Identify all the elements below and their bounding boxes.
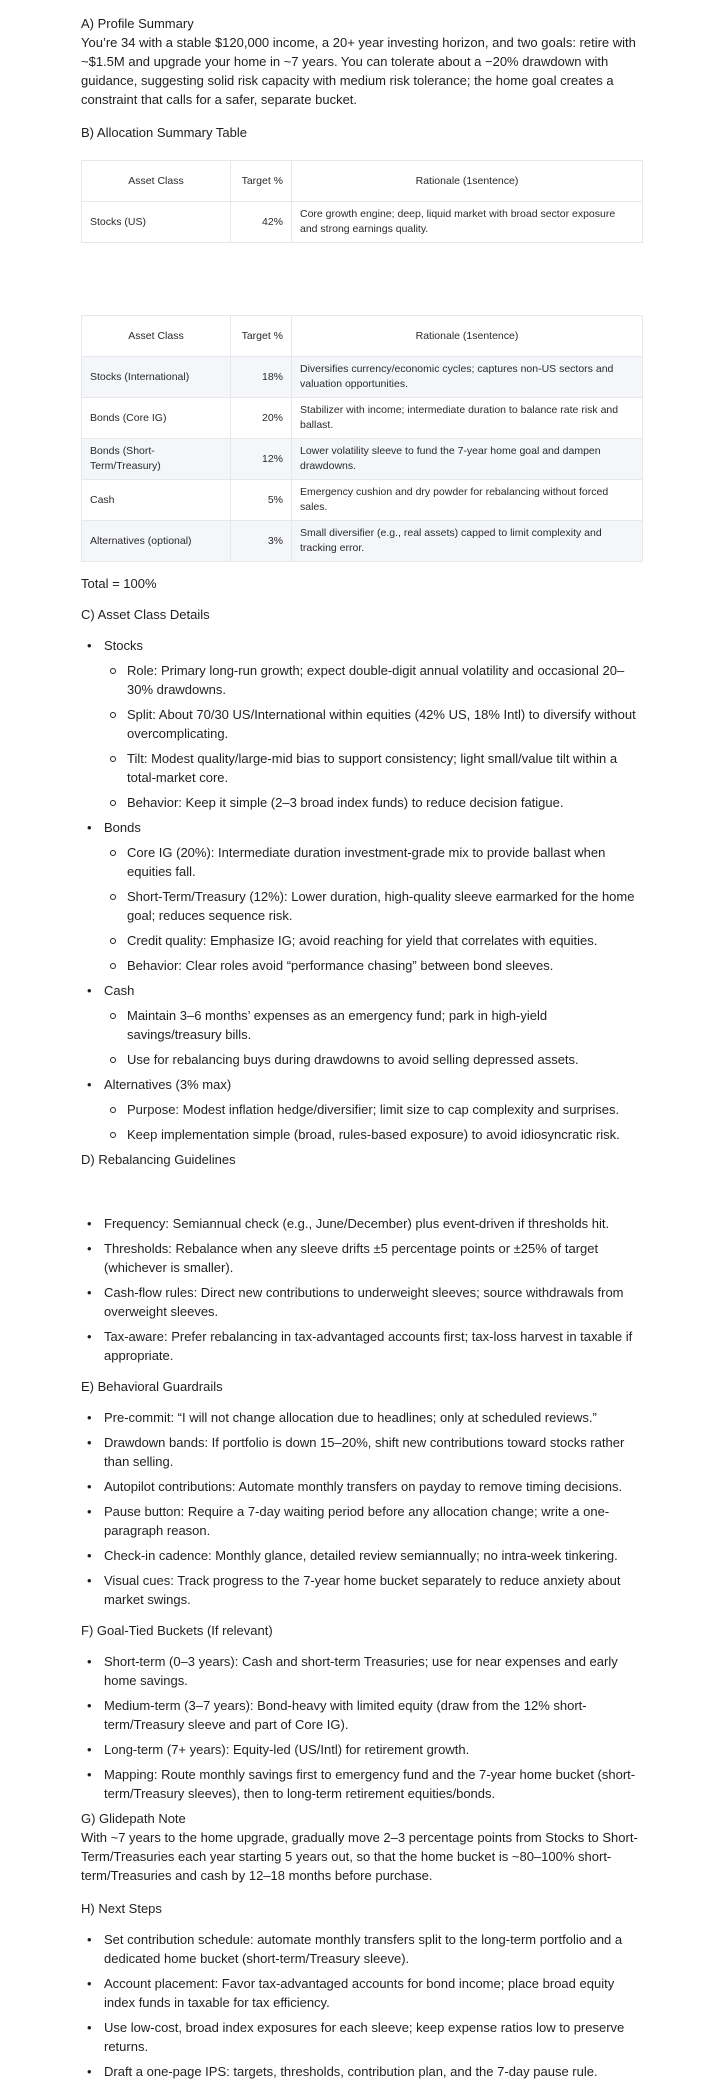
list-item-cash	[81, 981, 643, 1069]
cell-rationale: Lower volatility sleeve to fund the 7-year home goal and dampen drawdowns.	[292, 439, 643, 480]
list-item-alternatives	[81, 1075, 643, 1144]
section-title-buckets: F) Goal-Tied Buckets (If relevant)	[81, 1623, 273, 1638]
cell-target: 20%	[231, 398, 292, 439]
header-asset-class: Asset Class	[82, 316, 231, 357]
list-item: Tilt: Modest quality/large-mid bias to support consistency; light small/value tilt within a total-market core.	[104, 749, 643, 787]
cell-target: 42%	[231, 202, 292, 243]
list-item: • Thresholds: Rebalance when any sleeve drifts ±5 percentage points or ±25% of target (whichever is smaller).	[81, 1239, 643, 1277]
header-rationale: Rationale (1sentence)	[292, 316, 643, 357]
section-title-allocation: B) Allocation Summary Table	[81, 125, 247, 140]
header-asset-class: Asset Class	[82, 161, 231, 202]
list-item: • Check-in cadence: Monthly glance, detailed review semiannually; no intra-week tinkering.	[81, 1546, 643, 1565]
cell-rationale: Stabilizer with income; intermediate duration to balance rate risk and ballast.	[292, 398, 643, 439]
list-item: Use for rebalancing buys during drawdowns to avoid selling depressed assets.	[104, 1050, 643, 1069]
cell-target: 3%	[231, 521, 292, 562]
list-item: • Autopilot contributions: Automate monthly transfers on payday to remove timing decisions.	[81, 1477, 643, 1496]
list-item: Maintain 3–6 months’ expenses as an emergency fund; park in high-yield savings/treasury bills.	[104, 1006, 643, 1044]
section-title-guardrails: E) Behavioral Guardrails	[81, 1379, 223, 1394]
table-row	[82, 439, 643, 480]
section-title-profile: A) Profile Summary	[81, 16, 194, 31]
buckets-list	[81, 1652, 643, 1803]
list-item: • Account placement: Favor tax-advantaged accounts for bond income; place broad equity index funds in taxable for tax efficiency.	[81, 1974, 643, 2012]
group-label: Alternatives (3% max)	[104, 1077, 232, 1092]
sub-list	[104, 1006, 643, 1069]
header-rationale: Rationale (1sentence)	[292, 161, 643, 202]
header-target: Target %	[231, 316, 292, 357]
table-header-row	[82, 316, 643, 357]
list-item: • Medium-term (3–7 years): Bond-heavy with limited equity (draw from the 12% short-term/Treasury sleeve and part of Core IG).	[81, 1696, 643, 1734]
header-target: Target %	[231, 161, 292, 202]
goal-tied-buckets	[81, 1621, 643, 1803]
list-item: Core IG (20%): Intermediate duration investment-grade mix to provide ballast when equities fall.	[104, 843, 643, 881]
table-row	[82, 480, 643, 521]
list-item: • Pause button: Require a 7-day waiting period before any allocation change; write a one-paragraph reason.	[81, 1502, 643, 1540]
list-item: Split: About 70/30 US/International within equities (42% US, 18% Intl) to diversify without overcomplicating.	[104, 705, 643, 743]
glidepath-text: With ~7 years to the home upgrade, gradually move 2–3 percentage points from Stocks to Short-Term/Treasuries each year starting 5 years out, so that the home bucket is ~80–100% short-term/Treasuries and cash by 12–18 months before purchase.	[81, 1830, 638, 1883]
rebalancing-guidelines	[81, 1150, 643, 1365]
sub-list	[104, 843, 643, 975]
list-item-bonds	[81, 818, 643, 975]
list-item: Role: Primary long-run growth; expect double-digit annual volatility and occasional 20–30% drawdowns.	[104, 661, 643, 699]
list-item: • Cash-flow rules: Direct new contributions to underweight sleeves; source withdrawals from overweight sleeves.	[81, 1283, 643, 1321]
table-row	[82, 398, 643, 439]
list-item: • Drawdown bands: If portfolio is down 15–20%, shift new contributions toward stocks rather than selling.	[81, 1433, 643, 1471]
list-item: • Set contribution schedule: automate monthly transfers split to the long-term portfolio and a dedicated home bucket (short-term/Treasury sleeve).	[81, 1930, 643, 1968]
glidepath-note	[81, 1809, 643, 1885]
section-title-rebalancing: D) Rebalancing Guidelines	[81, 1152, 236, 1167]
cell-target: 18%	[231, 357, 292, 398]
list-item: • Tax-aware: Prefer rebalancing in tax-advantaged accounts first; tax-loss harvest in taxable if appropriate.	[81, 1327, 643, 1365]
cell-asset: Cash	[82, 480, 231, 521]
cell-rationale: Emergency cushion and dry powder for rebalancing without forced sales.	[292, 480, 643, 521]
sub-list	[104, 661, 643, 812]
asset-class-details	[81, 605, 643, 1144]
cell-asset: Alternatives (optional)	[82, 521, 231, 562]
table-row	[82, 521, 643, 562]
sub-list	[104, 1100, 643, 1144]
list-item-stocks	[81, 636, 643, 812]
details-list	[81, 636, 643, 1144]
cell-rationale: Core growth engine; deep, liquid market with broad sector exposure and strong earnings quality.	[292, 202, 643, 243]
next-steps-list	[81, 1930, 643, 2081]
list-item: • Pre-commit: “I will not change allocation due to headlines; only at scheduled reviews.”	[81, 1408, 643, 1427]
cell-rationale: Small diversifier (e.g., real assets) capped to limit complexity and tracking error.	[292, 521, 643, 562]
cell-asset: Bonds (Short-Term/Treasury)	[82, 439, 231, 480]
table-header-row	[82, 161, 643, 202]
list-item: • Visual cues: Track progress to the 7-year home bucket separately to reduce anxiety about market swings.	[81, 1571, 643, 1609]
group-label: Cash	[104, 983, 135, 998]
group-label: Bonds	[104, 820, 141, 835]
cell-rationale: Diversifies currency/economic cycles; captures non-US sectors and valuation opportunities.	[292, 357, 643, 398]
allocation-table-part-1	[81, 160, 643, 243]
section-title-glidepath: G) Glidepath Note	[81, 1811, 186, 1826]
behavioral-guardrails	[81, 1377, 643, 1609]
guardrails-list	[81, 1408, 643, 1609]
section-title-next-steps: H) Next Steps	[81, 1901, 162, 1916]
rebalancing-list	[81, 1214, 643, 1365]
cell-asset: Stocks (US)	[82, 202, 231, 243]
list-item: • Use low-cost, broad index exposures for each sleeve; keep expense ratios low to preserve returns.	[81, 2018, 643, 2056]
cell-target: 12%	[231, 439, 292, 480]
list-item: Behavior: Clear roles avoid “performance chasing” between bond sleeves.	[104, 956, 643, 975]
cell-asset: Bonds (Core IG)	[82, 398, 231, 439]
cell-asset: Stocks (International)	[82, 357, 231, 398]
cell-target: 5%	[231, 480, 292, 521]
next-steps	[81, 1899, 643, 2081]
allocation-summary	[81, 123, 643, 593]
table-row	[82, 202, 643, 243]
list-item: • Short-term (0–3 years): Cash and short-term Treasuries; use for near expenses and early home savings.	[81, 1652, 643, 1690]
allocation-total: Total = 100%	[81, 576, 157, 591]
list-item: Keep implementation simple (broad, rules-based exposure) to avoid idiosyncratic risk.	[104, 1125, 643, 1144]
list-item: Short-Term/Treasury (12%): Lower duration, high-quality sleeve earmarked for the home goal; reduces sequence risk.	[104, 887, 643, 925]
section-title-details: C) Asset Class Details	[81, 607, 210, 622]
list-item: • Mapping: Route monthly savings first to emergency fund and the 7-year home bucket (short-term/Treasury sleeves), then to long-term retirement equities/bonds.	[81, 1765, 643, 1803]
allocation-table-part-2	[81, 315, 643, 562]
group-label: Stocks	[104, 638, 144, 653]
list-item: • Frequency: Semiannual check (e.g., June/December) plus event-driven if thresholds hit.	[81, 1214, 643, 1233]
list-item: Credit quality: Emphasize IG; avoid reaching for yield that correlates with equities.	[104, 931, 643, 950]
list-item: • Long-term (7+ years): Equity-led (US/Intl) for retirement growth.	[81, 1740, 643, 1759]
table-row	[82, 357, 643, 398]
profile-text: You’re 34 with a stable $120,000 income, a 20+ year investing horizon, and two goals: retire with ~$1.5M and upgrade your home in ~7 years. You can tolerate about a −20% drawdown with guidance, suggesting solid risk capacity with medium risk tolerance; the home goal creates a constraint that calls for a safer, separate bucket.	[81, 35, 636, 107]
list-item: Behavior: Keep it simple (2–3 broad index funds) to reduce decision fatigue.	[104, 793, 643, 812]
profile-summary	[81, 14, 643, 109]
list-item: • Draft a one-page IPS: targets, thresholds, contribution plan, and the 7-day pause rule.	[81, 2062, 643, 2081]
list-item: Purpose: Modest inflation hedge/diversifier; limit size to cap complexity and surprises.	[104, 1100, 643, 1119]
